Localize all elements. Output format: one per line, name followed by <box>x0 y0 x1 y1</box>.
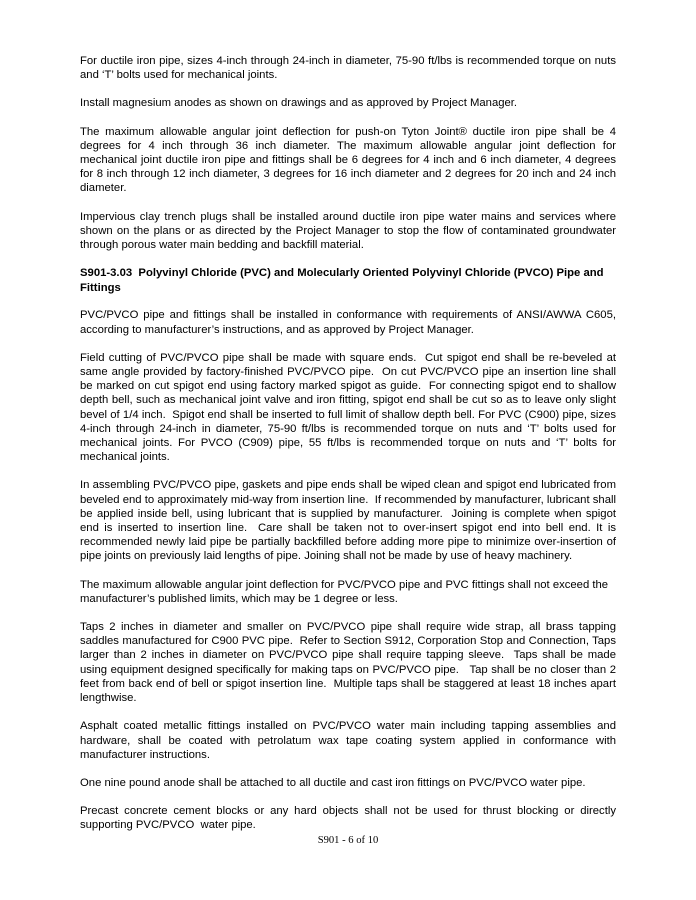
paragraph-field-cutting-pvc: Field cutting of PVC/PVCO pipe shall be made with square ends. Cut spigot end shall be re-beveled at same angle provided by factory-finished PVC/PVCO pipe. On cut PVC/PVCO pipe an insertion line shall be marked on cut spigot end using factory marked spigot as guide. For connecting spigot end to shallow depth bell, such as mechanical joint valve and iron fitting, spigot end shall be cut so as to leave only slight bevel of 1/4 inch. Spigot end shall be inserted to full limit of shallow depth bell. For PVC (C900) pipe, sizes 4-inch through 24-inch in diameter, 75-90 ft/lbs is recommended torque on nuts and ‘T’ bolts used for mechanical joints. For PVCO (C909) pipe, 55 ft/lbs is recommended torque on nuts and ‘T’ bolts for mechanical joints. <box>80 351 620 464</box>
footer-page-label: S901 - 6 of 10 <box>317 835 379 846</box>
paragraph-magnesium-anodes: Install magnesium anodes as shown on drawings and as approved by Project Manager. <box>80 97 518 110</box>
paragraph-taps-tapping-saddles: Taps 2 inches in diameter and smaller on PVC/PVCO pipe shall require wide strap, all brass tapping saddles manufactured for C900 PVC pipe. Refer to Section S912, Corporation Stop and Connection, Taps larger than 2 inches in diameter on PVC/PVCO pipe shall require tapping sleeve. Taps shall be made using equipment designed specifically for making taps on PVC/PVCO pipe. Tap shall be no closer than 2 feet from back end of bell or spigot insertion line. Multiple taps shall be staggered at least 18 inches apart lengthwise. <box>80 621 620 705</box>
paragraph-asphalt-coated-fittings: Asphalt coated metallic fittings installed on PVC/PVCO water main including tapping assemblies and hardware, shall be coated with petrolatum wax tape coating system applied in conformance with manufacturer instructions. <box>80 720 620 761</box>
paragraph-angular-joint-deflection-pvc: The maximum allowable angular joint deflection for PVC/PVCO pipe and PVC fittings shall not exceed the manufacturer’s published limits, which may be 1 degree or less. <box>80 578 612 605</box>
page-footer <box>0 834 696 847</box>
paragraph-assembling-pvc-gaskets: In assembling PVC/PVCO pipe, gaskets and pipe ends shall be wiped clean and spigot end lubricated from beveled end to approximately mid-way from insertion line. If recommended by manufacturer, lubricant shall be applied inside bell, using lubricant that is supplied by manufacturer. Joining is complete when spigot end is inserted to insertion line. Care shall be taken not to over-insert spigot end into bell end. It is recommended newly laid pipe be partially backfilled before adding more pipe to minimize over-insertion of pipe joints on previously laid lengths of pipe. Joining shall not be made by use of heavy machinery. <box>80 479 620 563</box>
paragraph-precast-concrete-blocks: Precast concrete cement blocks or any hard objects shall not be used for thrust blocking or directly supporting PVC/PVCO water pipe. <box>80 805 620 832</box>
paragraph-nine-pound-anode: One nine pound anode shall be attached to all ductile and cast iron fittings on PVC/PVCO water pipe. <box>80 776 586 789</box>
paragraph-pvc-installation-conformance: PVC/PVCO pipe and fittings shall be installed in conformance with requirements of ANSI/AWWA C605, according to manufacturer’s instructions, and as approved by Project Manager. <box>80 309 620 336</box>
paragraph-clay-trench-plugs: Impervious clay trench plugs shall be installed around ductile iron pipe water mains and services where shown on the plans or as directed by the Project Manager to stop the flow of contaminated groundwater through porous water main bedding and backfill material. <box>80 210 620 252</box>
section-heading-s901-3-03: S901-3.03 Polyvinyl Chloride (PVC) and Molecularly Oriented Polyvinyl Chloride (PVCO) Pipe and Fittings <box>80 267 607 294</box>
document-body <box>80 54 620 847</box>
paragraph-ductile-iron-torque: For ductile iron pipe, sizes 4-inch through 24-inch in diameter, 75-90 ft/lbs is recommended torque on nuts and ‘T’ bolts used for mechanical joints. <box>80 55 620 82</box>
paragraph-angular-joint-deflection-ductile: The maximum allowable angular joint deflection for push-on Tyton Joint® ductile iron pipe shall be 4 degrees for 4 inch through 36 inch diameter. The maximum allowable angular joint deflection for mechanical joint ductile iron pipe and fittings shall be 6 degrees for 4 inch and 6 inch diameter, 4 degrees for 8 inch through 12 inch diameter, 3 degrees for 16 inch diameter and 2 degrees for 20 inch and 24 inch diameter. <box>80 125 620 195</box>
